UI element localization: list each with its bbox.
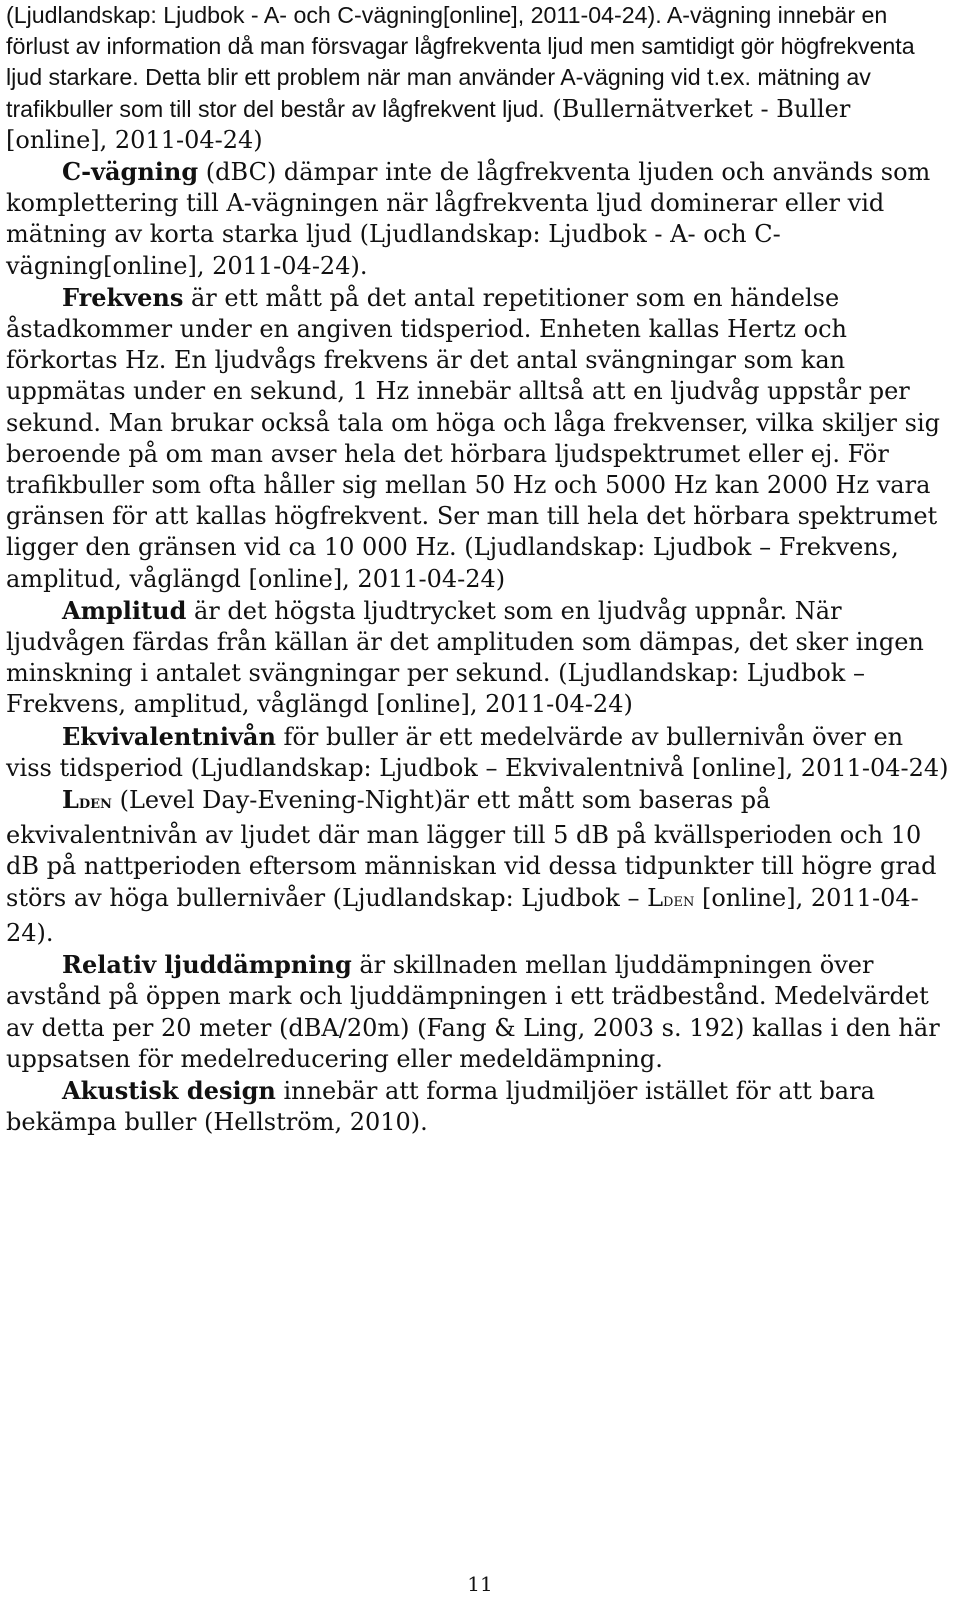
amplitude-term: Amplitud — [62, 595, 187, 625]
relative-attenuation-paragraph — [6, 949, 956, 1075]
lden-text: (Level Day-Evening-Night)är ett mått som baseras på ekvivalentnivån av ljudet där man lägger till 5 dB på kvällsperioden och 10 dB på nattperioden eftersom människan vid dessa tidpunkter till högre grad störs av höga bullernivåer (Ljudlandskap: Ljudbok – L — [6, 786, 937, 912]
frequency-paragraph — [6, 282, 956, 595]
acoustic-design-paragraph — [6, 1075, 956, 1138]
amplitude-text: är det högsta ljudtrycket som en ljudvåg uppnår. När ljudvågen färdas från källan är det amplituden som dämpas, det sker ingen minskning i antalet svängningar per sekund. (Ljudlandskap: Ljudbok – Frekvens, amplitud, våglängd [online], 2011-04-24) — [6, 596, 924, 719]
c-weighting-term: C-vägning — [62, 157, 199, 187]
equivalent-level-term: Ekvivalentnivån — [62, 721, 276, 751]
acoustic-design-term: Akustisk design — [62, 1075, 276, 1105]
equivalent-level-text: för buller är ett medelvärde av bullernivån över en viss tidsperiod (Ljudlandskap: Ljudbok – Ekvivalentnivå [online], 2011-04-24) — [6, 722, 949, 782]
relative-attenuation-term: Relativ ljuddämpning — [62, 950, 352, 980]
c-weighting-paragraph — [6, 156, 956, 282]
amplitude-paragraph — [6, 595, 956, 721]
frequency-term: Frekvens — [62, 282, 184, 312]
lden-term-main: L — [62, 785, 79, 815]
lden-text-end: [online], 2011-04-24). — [6, 883, 919, 947]
intro-citation: (Bullernätverket - Buller [online], 2011-04-24) — [6, 94, 851, 154]
intro-sans-text: (Ljudlandskap: Ljudbok - A- och C-vägning[online], 2011-04-24). A-vägning innebär en förlust av information då man försvagar lågfrekventa ljud men samtidigt gör högfrekventa ljud starkare. Detta blir ett problem när man använder A-vägning vid t.ex. mätning av trafikbuller som till stor del består av lågfrekvent ljud. — [6, 2, 915, 122]
page-number: 11 — [467, 1572, 493, 1596]
c-weighting-text: (dBC) dämpar inte de lågfrekventa ljuden och används som komplettering till A-vägningen när lågfrekventa ljud dominerar eller vid mätning av korta starka ljud (Ljudlandskap: Ljudbok - A- och C-vägning[online], 2011-04-24). — [6, 158, 931, 280]
acoustic-design-text: innebär att forma ljudmiljöer istället för att bara bekämpa buller (Hellström, 2010). — [6, 1076, 875, 1137]
lden-term — [62, 785, 112, 814]
frequency-text: är ett mått på det antal repetitioner som en händelse åstadkommer under en angiven tidsperiod. Enheten kallas Hertz och förkortas Hz. En ljudvågs frekvens är det antal svängningar som kan uppmätas under en sekund, 1 Hz innebär alltså att en ljudvåg uppstår per sekund. Man brukar också tala om höga och låga frekvenser, vilka skiljer sig beroende på om man avser hela det hörbara ljudspektrumet eller ej. För trafikbuller som ofta håller sig mellan 50 Hz och 5000 Hz kan 2000 Hz vara gränsen för att kallas högfrekvent. Ser man till hela det hörbara spektrumet ligger den gränsen vid ca 10 000 Hz. (Ljudlandskap: Ljudbok – Frekvens, amplitud, våglängd [online], 2011-04-24) — [6, 283, 941, 593]
equivalent-level-paragraph — [6, 721, 956, 784]
lden-term-sub: DEN — [78, 797, 112, 813]
intro-paragraph — [6, 0, 956, 156]
relative-attenuation-text: är skillnaden mellan ljuddämpningen över avstånd på öppen mark och ljuddämpningen i ett trädbestånd. Medelvärdet av detta per 20 meter (dBA/20m) (Fang & Ling, 2003 s. 192) kallas i den här uppsatsen för medelreducering eller medeldämpning. — [6, 951, 940, 1073]
lden-paragraph — [6, 784, 956, 949]
document-body — [6, 0, 956, 1138]
lden-ref-sub: DEN — [663, 894, 695, 910]
